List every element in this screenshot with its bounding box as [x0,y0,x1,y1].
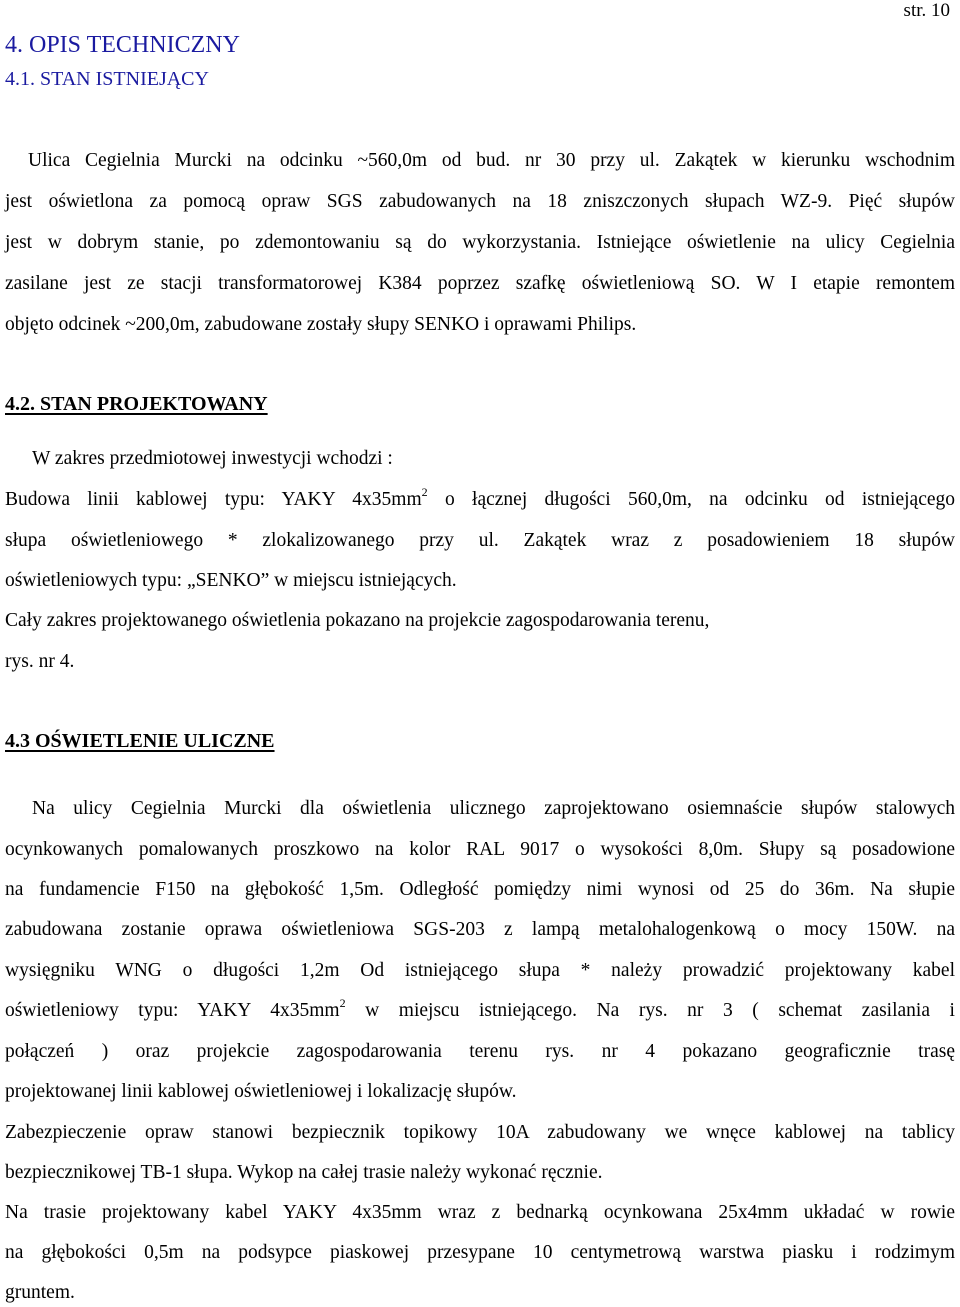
paragraph-line: rys. nr 4. [5,651,75,672]
paragraph-line [5,485,955,512]
paragraph-line: Ulica Cegielnia Murcki na odcinku ~560,0m od bud. nr 30 przy ul. Zakątek w kierunku wschodnim [28,150,955,171]
superscript: 2 [339,996,346,1010]
text-run: w miejscu istniejącego. Na rys. nr 3 ( schemat zasilania i [345,1000,955,1021]
paragraph-line: Cały zakres projektowanego oświetlenia pokazano na projekcie zagospodarowania terenu, [5,610,710,631]
paragraph-line: jest w dobrym stanie, po zdemontowaniu są do wykorzystania. Istniejące oświetlenie na ulicy Cegielnia [5,232,955,253]
paragraph-line: Zabezpieczenie opraw stanowi bezpiecznik topikowy 10A zabudowany we wnęce kablowej na tablicy [5,1122,955,1143]
superscript: 2 [421,485,428,499]
heading-stan-projektowany: 4.2. STAN PROJEKTOWANY [5,393,268,415]
paragraph-line: bezpiecznikowej TB-1 słupa. Wykop na całej trasie należy wykonać ręcznie. [5,1162,603,1183]
paragraph-line: słupa oświetleniowego * zlokalizowanego przy ul. Zakątek wraz z posadowieniem 18 słupów [5,530,955,551]
paragraph-line: Na trasie projektowany kabel YAKY 4x35mm wraz z bednarką ocynkowana 25x4mm układać w rowie [5,1202,955,1223]
paragraph-line: Na ulicy Cegielnia Murcki dla oświetlenia ulicznego zaprojektowano osiemnaście słupów stalowych [32,798,955,819]
paragraph-line: objęto odcinek ~200,0m, zabudowane zostały słupy SENKO i oprawami Philips. [5,314,637,335]
text-run: o łącznej długości 560,0m, na odcinku od istniejącego [427,489,955,510]
paragraph-line: jest oświetlona za pomocą opraw SGS zabudowanych na 18 zniszczonych słupach WZ-9. Pięć słupów [5,191,955,212]
text-run: Budowa linii kablowej typu: YAKY 4x35mm [5,489,422,510]
paragraph-line: W zakres przedmiotowej inwestycji wchodzi : [32,448,393,469]
paragraph-line: zabudowana zostanie oprawa oświetleniowa SGS-203 z lampą metalohalogenkową o mocy 150W. na [5,919,955,940]
paragraph-line: zasilane jest ze stacji transformatorowej K384 poprzez szafkę oświetleniową SO. W I etapie remontem [5,273,955,294]
page-number: str. 10 [903,0,950,21]
paragraph-line: połączeń ) oraz projekcie zagospodarowania terenu rys. nr 4 pokazano geograficznie trasę [5,1041,955,1062]
paragraph-line: ocynkowanych pomalowanych proszkowo na kolor RAL 9017 o wysokości 8,0m. Słupy są posadowione [5,839,955,860]
paragraph-line: gruntem. [5,1282,75,1303]
paragraph-line: na fundamencie F150 na głębokość 1,5m. Odległość pomiędzy nimi wynosi od 25 do 36m. Na słupie [5,879,955,900]
paragraph-line: wysięgniku WNG o długości 1,2m Od istniejącego słupa * należy prowadzić projektowany kabel [5,960,955,981]
paragraph-line: projektowanej linii kablowej oświetleniowej i lokalizację słupów. [5,1081,517,1102]
heading-oswietlenie-uliczne: 4.3 OŚWIETLENIE ULICZNE [5,730,275,752]
paragraph-line: na głębokości 0,5m na podsypce piaskowej przesypane 10 centymetrową warstwa piasku i rodzimym [5,1242,955,1263]
paragraph-line: oświetleniowych typu: „SENKO” w miejscu istniejących. [5,570,457,591]
paragraph-line [5,996,955,1023]
text-run: oświetleniowy typu: YAKY 4x35mm [5,1000,340,1021]
heading-opis-techniczny: 4. OPIS TECHNICZNY [5,32,240,58]
heading-stan-istniejacy: 4.1. STAN ISTNIEJĄCY [5,68,209,90]
